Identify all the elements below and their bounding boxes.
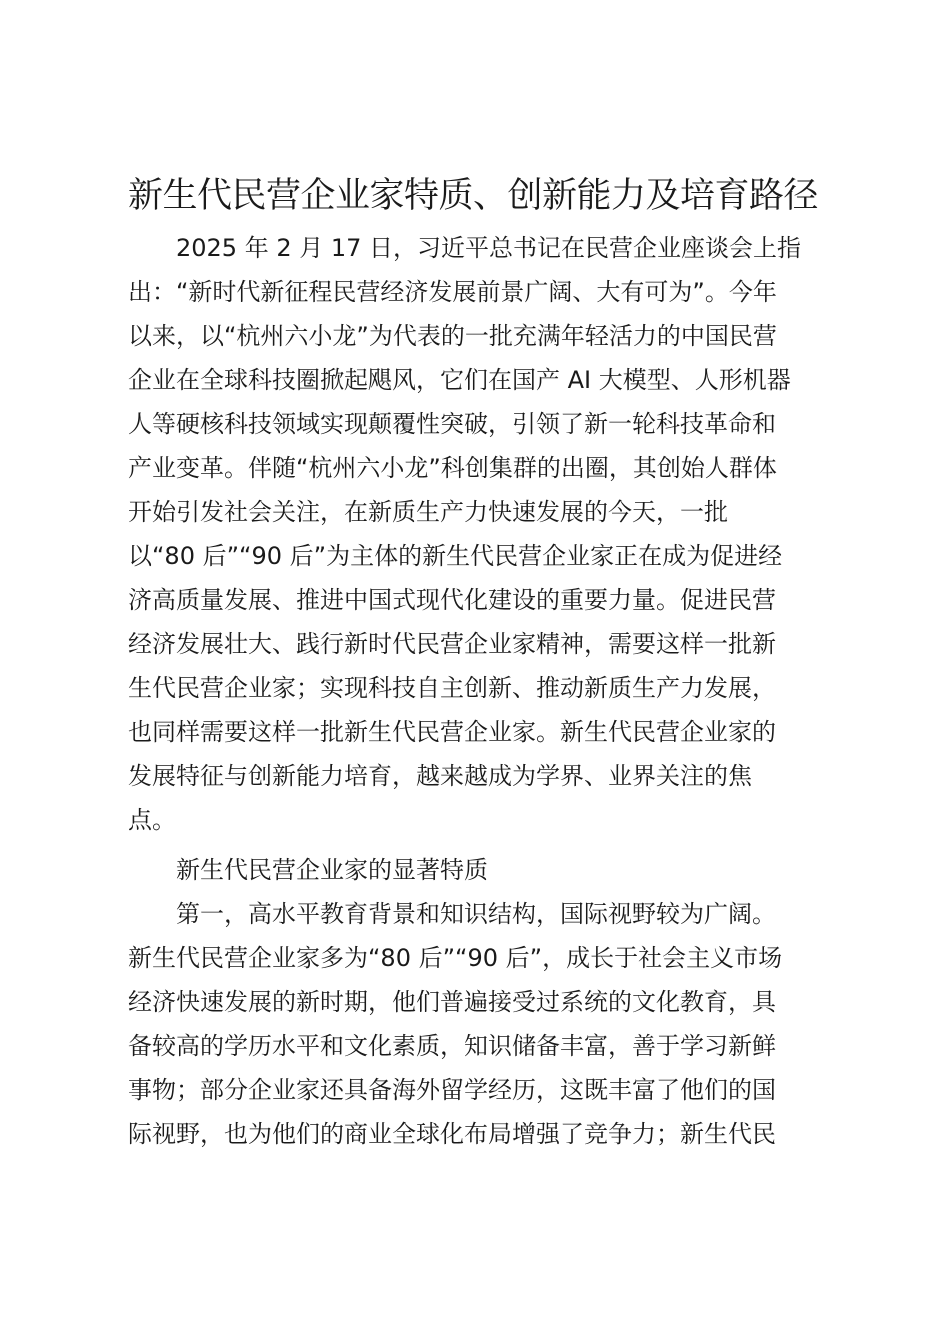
intro-line: 以“80 后”“90 后”为主体的新生代民营企业家正在成为促进经	[128, 542, 783, 570]
intro-line: 发展特征与创新能力培育，越来越成为学界、业界关注的焦	[128, 762, 752, 790]
section-line: 备较高的学历水平和文化素质，知识储备丰富，善于学习新鲜	[128, 1032, 776, 1060]
intro-line: 开始引发社会关注，在新质生产力快速发展的今天，一批	[128, 498, 728, 526]
section-line: 事物；部分企业家还具备海外留学经历，这既丰富了他们的国	[128, 1076, 776, 1104]
intro-line: 人等硬核科技领域实现颠覆性突破，引领了新一轮科技革命和	[128, 410, 776, 438]
intro-line: 点。	[128, 806, 176, 834]
intro-line: 2025 年 2 月 17 日，习近平总书记在民营企业座谈会上指	[176, 234, 802, 262]
section-line: 新生代民营企业家多为“80 后”“90 后”，成长于社会主义市场	[128, 944, 783, 972]
intro-line: 济高质量发展、推进中国式现代化建设的重要力量。促进民营	[128, 586, 776, 614]
intro-line: 以来，以“杭州六小龙”为代表的一批充满年轻活力的中国民营	[128, 322, 777, 350]
intro-line: 出：“新时代新征程民营经济发展前景广阔、大有可为”。今年	[128, 278, 777, 306]
intro-line: 企业在全球科技圈掀起飓风，它们在国产 AI 大模型、人形机器	[128, 366, 791, 394]
section-line: 第一，高水平教育背景和知识结构，国际视野较为广阔。	[176, 900, 776, 928]
intro-line: 生代民营企业家；实现科技自主创新、推动新质生产力发展，	[128, 674, 776, 702]
intro-line: 经济发展壮大、践行新时代民营企业家精神，需要这样一批新	[128, 630, 776, 658]
document-title: 新生代民营企业家特质、创新能力及培育路径	[128, 176, 819, 216]
section-heading: 新生代民营企业家的显著特质	[176, 856, 488, 884]
section-line: 经济快速发展的新时期，他们普遍接受过系统的文化教育，具	[128, 988, 776, 1016]
intro-line: 产业变革。伴随“杭州六小龙”科创集群的出圈，其创始人群体	[128, 454, 777, 482]
intro-line: 也同样需要这样一批新生代民营企业家。新生代民营企业家的	[128, 718, 776, 746]
section-line: 际视野，也为他们的商业全球化布局增强了竞争力；新生代民	[128, 1120, 776, 1148]
